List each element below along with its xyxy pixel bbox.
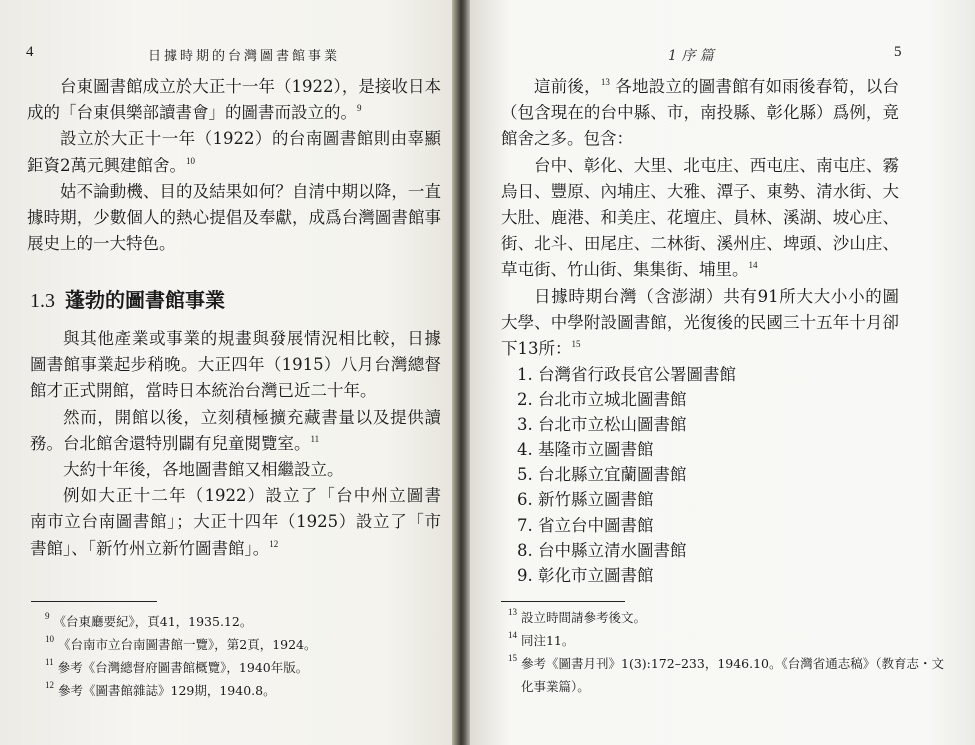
text-line: 圖書館事業起步稍晚。大正四年（1915）八月台灣總督: [30, 355, 441, 375]
text-line: 台中、彰化、大里、北屯庄、西屯庄、南屯庄、霧: [534, 155, 899, 175]
text-line: 姑不論動機、目的及結果如何？自清中期以降，一直: [60, 181, 441, 201]
text-line: 據時期，少數個人的熱心提倡及奉獻，成爲台灣圖書館事: [27, 207, 441, 227]
section-heading: [30, 284, 225, 313]
text-segment: 這前後，: [534, 77, 601, 96]
text-line: 館舍之多。包含：: [501, 129, 633, 149]
footnote-ref: 11: [310, 433, 320, 444]
text-line: [30, 431, 441, 457]
text-line: 街、北斗、田尾庄、二林街、溪州庄、埤頭、沙山庄、: [501, 234, 899, 254]
list-item: 9. 彰化市立圖書館: [517, 565, 654, 585]
text-segment: 書館」、「新竹州立新竹圖書館」。: [30, 538, 270, 558]
footnote: [508, 675, 944, 698]
footnote: [45, 679, 317, 702]
footnote: [508, 629, 944, 652]
footnote-ref: 13: [600, 77, 610, 87]
footnotes: [508, 606, 944, 698]
footnote-rule: [31, 601, 157, 602]
footnote: [45, 610, 317, 633]
list-item: 4. 基隆市立圖書館: [517, 440, 654, 460]
text-segment: 下13所：: [501, 338, 572, 358]
text-line: [27, 153, 441, 179]
footnote-ref: 12: [269, 538, 279, 549]
text-line: 展史上的一大特色。: [27, 234, 176, 254]
text-line: 大約十年後，各地圖書館又相繼設立。: [63, 459, 344, 479]
footnote-number: 9: [45, 611, 50, 621]
footnote-ref: 10: [186, 155, 195, 166]
list-item: 2. 台北市立城北圖書館: [517, 390, 687, 410]
footnote-number: 10: [45, 634, 54, 644]
footnote: [508, 652, 944, 675]
running-head: 日據時期的台灣圖書館事業: [148, 49, 341, 64]
footnote: [508, 606, 944, 629]
text-segment: 鉅資2萬元興建館舍。: [27, 155, 186, 175]
body-text-bottom: [30, 326, 441, 562]
footnote: [45, 633, 317, 656]
body-text: [501, 74, 899, 362]
list-item: 1. 台灣省行政長官公署圖書館: [517, 365, 736, 384]
footnote-text: 設立時間請參考後文。: [520, 610, 646, 625]
left-page: [0, 0, 455, 745]
text-line: [501, 257, 899, 283]
footnote-text: 參考《台灣總督府圖書館概覽》，1940年版。: [57, 660, 309, 675]
section-number: 1.3: [30, 290, 55, 312]
text-segment: 各地設立的圖書館有如雨後春筍，以台: [615, 77, 899, 96]
list-item: 8. 台中縣立清水圖書館: [517, 540, 687, 560]
list-item: 5. 台北縣立宜蘭圖書館: [517, 465, 687, 485]
text-line: [501, 336, 899, 362]
text-line: 然而，開館以後，立刻積極擴充藏書量以及提供讀: [63, 407, 441, 427]
text-line: [30, 536, 441, 562]
footnote-number: 14: [508, 630, 517, 640]
footnote-ref: 14: [748, 260, 758, 271]
text-segment: 務。台北館舍還特別闢有兒童閱覽室。: [30, 433, 311, 453]
footnotes: [45, 610, 317, 702]
footnote-text: 同注11。: [520, 633, 575, 648]
text-line: 大學、中學附設圖書館，光復後的民國三十五年十月卻: [501, 312, 899, 332]
handwritten-note: 1 序 篇: [668, 48, 714, 64]
list-item: 7. 省立台中圖書館: [517, 515, 654, 535]
right-page: [470, 0, 975, 745]
text-line: 館才正式開館，當時日本統治台灣已近二十年。: [30, 381, 377, 401]
footnote-text: 參考《圖書月刊》1(3):172–233，1946.10。《台灣省通志稿》（教育志・文: [520, 656, 945, 671]
text-segment: 成的「台東俱樂部讀書會」的圖書而設立的。: [27, 103, 357, 123]
text-segment: 草屯街、竹山街、集集街、埔里。: [501, 260, 749, 280]
footnote: [45, 656, 317, 679]
text-line: （包含現在的台中縣、市，南投縣、彰化縣）爲例，竟: [501, 103, 899, 123]
text-line: 台東圖書館成立於大正十一年（1922），是接收日本: [60, 77, 441, 96]
footnote-text: 化事業篇）。: [521, 679, 590, 694]
library-list: [517, 362, 736, 588]
page-number: 5: [894, 44, 902, 60]
footnote-ref: 15: [571, 338, 581, 349]
list-item: 3. 台北市立松山圖書館: [517, 415, 687, 435]
footnote-number: 12: [45, 680, 54, 690]
list-item: 6. 新竹縣立圖書館: [517, 490, 654, 510]
book-spine: [452, 0, 472, 745]
text-line: 南市立台南圖書館」；大正十四年（1925）設立了「市: [30, 512, 441, 532]
text-line: 例如大正十二年（1922）設立了「台中州立圖書: [63, 486, 441, 506]
footnote-rule: [501, 601, 625, 602]
section-title: 蓬勃的圖書館事業: [65, 288, 225, 312]
footnote-text: 《台南市立台南圖書館一覽》，第2頁，1924。: [57, 637, 317, 652]
text-line: [27, 100, 441, 126]
footnote-number: 13: [508, 607, 517, 617]
footnote-text: 《台東廳要紀》，頁41，1935.12。: [53, 614, 253, 629]
footnote-number: 11: [45, 657, 54, 667]
text-line: 與其他產業或事業的規畫與發展情況相比較，日據: [63, 329, 441, 348]
text-line: 設立於大正十一年（1922）的台南圖書館則由辜顯: [60, 129, 441, 149]
page-number: 4: [26, 44, 34, 60]
text-line: 烏日、豐原、內埔庄、大雅、潭子、東勢、清水街、大: [501, 181, 899, 201]
text-line: 大肚、鹿港、和美庄、花壇庄、員林、溪湖、坡心庄、: [501, 207, 899, 227]
text-line: 日據時期台灣（含澎湖）共有91所大大小小的圖: [534, 286, 899, 306]
text-line: [501, 74, 899, 100]
body-text-top: [27, 74, 441, 257]
footnote-number: 15: [508, 653, 517, 663]
footnote-ref: 9: [357, 103, 362, 114]
footnote-text: 參考《圖書館雜誌》129期，1940.8。: [57, 683, 276, 698]
